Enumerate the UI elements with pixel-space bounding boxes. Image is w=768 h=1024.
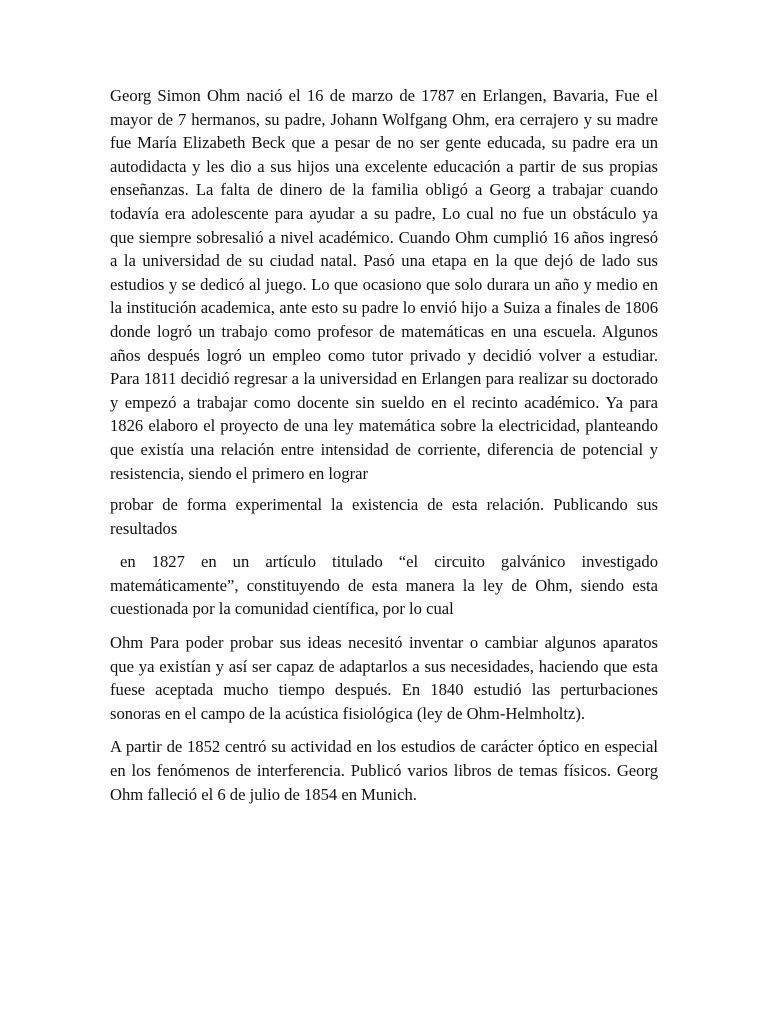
paragraph-biography-intro: Georg Simon Ohm nació el 16 de marzo de 1787 en Erlangen, Bavaria, Fue el mayor de 7 hermanos, su padre, Johann Wolfgang Ohm, era cerrajero y su madre fue María Elizabeth Beck que a pesar de no ser gente educada, su padre era un autodidacta y les dio a sus hijos una excelente educación a partir de sus propias enseñanzas. La falta de dinero de la familia obligó a Georg a trabajar cuando todavía era adolescente para ayudar a su padre, Lo cual no fue un obstáculo ya que siempre sobresalió a nivel académico. Cuando Ohm cumplió 16 años ingresó a la universidad de su ciudad natal. Pasó una etapa en la que dejó de lado sus estudios y se dedicó al juego. Lo que ocasiono que solo durara un año y medio en la institución academica, ante esto su padre lo envió hijo a Suiza a finales de 1806 donde logró un trabajo como profesor de matemáticas en una escuela. Algunos años después logró un empleo como tutor privado y decidió volver a estudiar. Para 1811 decidió regresar a la universidad en Erlangen para realizar su doctorado y empezó a trabajar como docente sin sueldo en el recinto académico. Ya para 1826 elaboro el proyecto de una ley matemática sobre la electricidad, planteando que existía una relación entre intensidad de corriente, diferencia de potencial y resistencia, siendo el primero en lograr xyxy=(110,86,658,483)
document-page xyxy=(110,84,658,806)
paragraph-1827-article: en 1827 en un artículo titulado “el circuito galvánico investigado matemáticamente”, constituyendo de esta manera la ley de Ohm, siendo esta cuestionada por la comunidad científica, por lo cual xyxy=(110,552,658,619)
paragraph-optics-death: A partir de 1852 centró su actividad en los estudios de carácter óptico en especial en los fenómenos de interferencia. Publicó varios libros de temas físicos. Georg Ohm falleció el 6 de julio de 1854 en Munich. xyxy=(110,737,658,804)
paragraph-instruments-acoustics: Ohm Para poder probar sus ideas necesitó inventar o cambiar algunos aparatos que ya existían y así ser capaz de adaptarlos a sus necesidades, haciendo que esta fuese aceptada mucho tiempo después. En 1840 estudió las perturbaciones sonoras en el campo de la acústica fisiológica (ley de Ohm-Helmholtz). xyxy=(110,633,658,723)
paragraph-experimental-proof: probar de forma experimental la existencia de esta relación. Publicando sus resultados xyxy=(110,495,658,538)
